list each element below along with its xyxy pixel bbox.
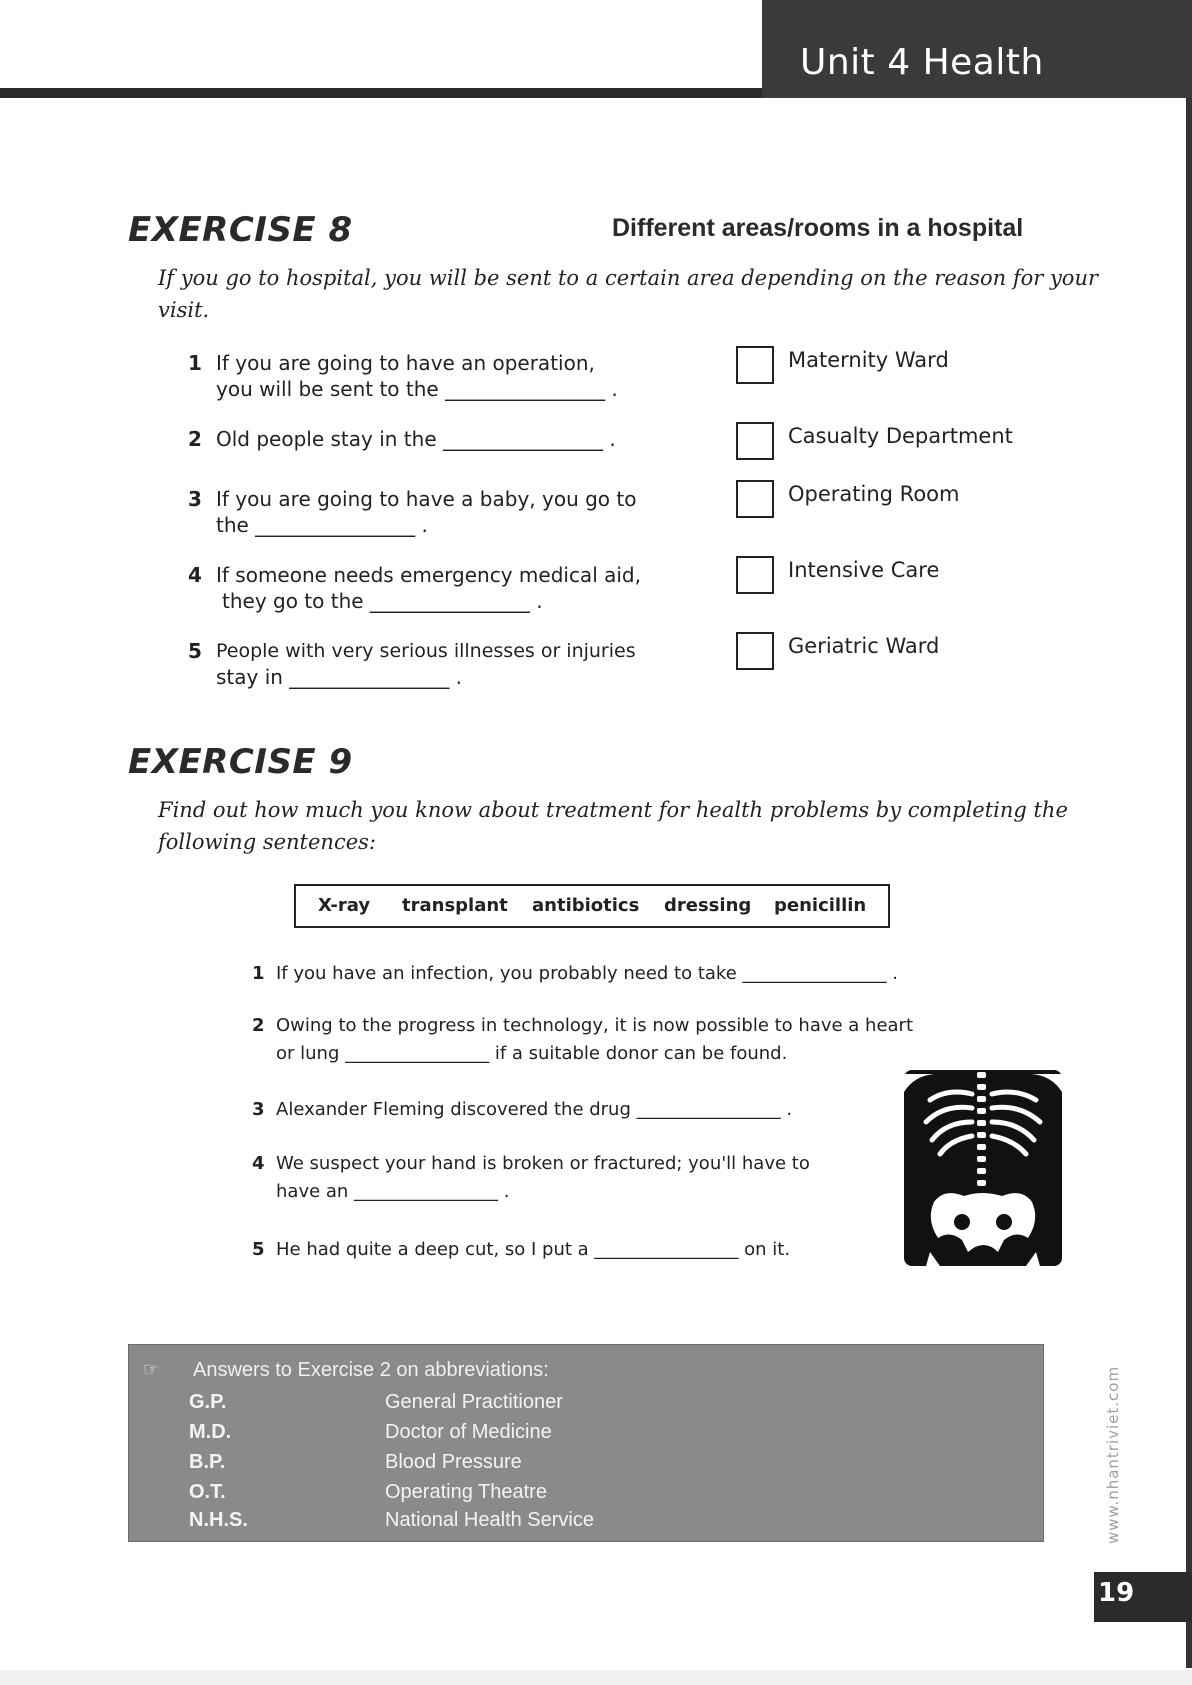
word-bank-item: X-ray [318, 895, 371, 916]
xray-illustration [904, 1062, 1062, 1266]
question-number: 1 [188, 351, 202, 375]
exercise-8-title: EXERCISE 8 [128, 210, 353, 250]
exercise-9-intro [158, 794, 1068, 858]
question-text: or lung ________________ if a suitable donor can be found. [276, 1043, 788, 1064]
answer-meaning: Doctor of Medicine [385, 1421, 552, 1443]
question-number: 4 [252, 1153, 265, 1174]
question-number: 4 [188, 563, 202, 587]
option-label: Maternity Ward [788, 348, 949, 372]
question-number: 2 [188, 427, 202, 451]
option-label: Operating Room [788, 482, 960, 506]
question-text: Old people stay in the ________________ . [216, 427, 616, 451]
option-label: Geriatric Ward [788, 634, 940, 658]
pointing-hand-icon: ☞ [143, 1359, 160, 1380]
unit-title: Unit 4 Health [800, 42, 1044, 83]
intro-line: Find out how much you know about treatment for health problems by completing the [158, 798, 1068, 822]
question-text: they go to the ________________ . [222, 589, 543, 613]
question-number: 1 [252, 963, 265, 984]
word-bank [294, 884, 890, 928]
option-checkbox[interactable] [736, 632, 774, 670]
question-text: We suspect your hand is broken or fractured; you'll have to [276, 1153, 810, 1174]
answer-abbreviation: N.H.S. [189, 1509, 248, 1531]
question-number: 3 [252, 1099, 265, 1120]
intro-line: visit. [158, 298, 210, 322]
option-checkbox[interactable] [736, 346, 774, 384]
answer-meaning: National Health Service [385, 1509, 594, 1531]
answer-abbreviation: M.D. [189, 1421, 232, 1443]
question-text: Owing to the progress in technology, it is now possible to have a heart [276, 1015, 914, 1036]
answer-meaning: General Practitioner [385, 1391, 563, 1413]
answer-abbreviation: O.T. [189, 1481, 226, 1503]
question-text: the ________________ . [216, 513, 428, 537]
question-number: 5 [188, 639, 202, 663]
question-text: have an ________________ . [276, 1181, 510, 1202]
page-bottom-edge [0, 1670, 1192, 1685]
word-bank-item: penicillin [774, 895, 867, 916]
answer-meaning: Operating Theatre [385, 1481, 547, 1503]
word-bank-item: transplant [402, 895, 508, 916]
question-text: If you are going to have an operation, [216, 351, 595, 375]
question-number: 3 [188, 487, 202, 511]
question-text: If you have an infection, you probably need to take ________________ . [276, 963, 898, 984]
option-label: Casualty Department [788, 424, 1013, 448]
question-text: He had quite a deep cut, so I put a ________________ on it. [276, 1239, 791, 1260]
option-checkbox[interactable] [736, 480, 774, 518]
answer-abbreviation: G.P. [189, 1391, 227, 1413]
exercise-9-title: EXERCISE 9 [128, 742, 353, 782]
question-number: 5 [252, 1239, 265, 1260]
question-text: stay in ________________ . [216, 665, 463, 689]
website-watermark [1104, 1334, 1124, 1544]
answers-box [128, 1344, 1044, 1542]
answers-heading: Answers to Exercise 2 on abbreviations: [193, 1359, 549, 1381]
option-label: Intensive Care [788, 558, 940, 582]
page-number: 19 [1098, 1578, 1135, 1608]
answer-abbreviation: B.P. [189, 1451, 226, 1473]
question-text: People with very serious illnesses or injuries [216, 640, 636, 662]
exercise-8-subtitle: Different areas/rooms in a hospital [612, 214, 1024, 242]
question-text: you will be sent to the ________________ . [216, 377, 618, 401]
exercise-8-intro [158, 262, 1098, 326]
question-text: If you are going to have a baby, you go to [216, 487, 637, 511]
intro-line: If you go to hospital, you will be sent to a certain area depending on the reason for your [158, 266, 1099, 290]
word-bank-item: antibiotics [532, 895, 640, 916]
question-number: 2 [252, 1015, 265, 1036]
question-text: Alexander Fleming discovered the drug ________________ . [276, 1099, 793, 1120]
intro-line: following sentences: [158, 830, 376, 854]
option-checkbox[interactable] [736, 422, 774, 460]
website-text: www.nhantriviet.com [1104, 1365, 1122, 1544]
page-edge [1186, 98, 1192, 1668]
answer-meaning: Blood Pressure [385, 1451, 522, 1473]
option-checkbox[interactable] [736, 556, 774, 594]
word-bank-item: dressing [664, 895, 752, 916]
question-text: If someone needs emergency medical aid, [216, 563, 641, 587]
